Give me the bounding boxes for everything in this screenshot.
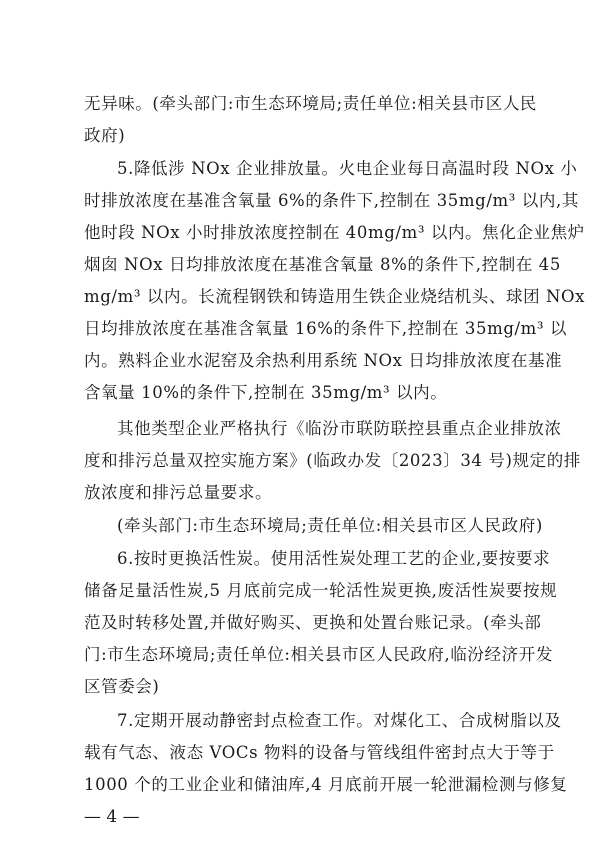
- text-line-4: 时排放浓度在基准含氧量 6%的条件下,控制在 35mg/m³ 以内,其: [84, 191, 579, 210]
- text-line-11: 其他类型企业严格执行《临汾市联防联控县重点企业排放浓: [117, 419, 562, 438]
- text-line-17: 范及时转移处置,并做好购买、更换和处置台账记录。(牵头部: [84, 613, 542, 632]
- text-line-6: 烟囱 NOx 日均排放浓度在基准含氧量 8%的条件下,控制在 45: [84, 255, 561, 274]
- text-line-8: 日均排放浓度在基准含氧量 16%的条件下,控制在 35mg/m³ 以: [84, 319, 568, 338]
- text-line-10: 含氧量 10%的条件下,控制在 35mg/m³ 以内。: [84, 383, 448, 402]
- text-line-12: 度和排污总量双控实施方案》(临政办发〔2023〕34 号)规定的排: [84, 451, 581, 470]
- text-line-21: 载有气态、液态 VOCs 物料的设备与管线组件密封点大于等于: [84, 743, 555, 762]
- text-line-15: 6.按时更换活性炭。使用活性炭处理工艺的企业,要按要求: [117, 549, 551, 568]
- page-number: — 4 —: [84, 807, 140, 827]
- text-line-2: 政府): [84, 126, 126, 145]
- text-line-9: 内。熟料企业水泥窑及余热利用系统 NOx 日均排放浓度在基准: [84, 351, 563, 370]
- text-line-14: (牵头部门:市生态环境局;责任单位:相关县市区人民政府): [117, 516, 543, 535]
- text-line-7: mg/m³ 以内。长流程钢铁和铸造用生铁企业烧结机头、球团 NOx: [84, 287, 586, 306]
- text-line-22: 1000 个的工业企业和储油库,4 月底前开展一轮泄漏检测与修复: [84, 775, 568, 794]
- text-line-18: 门:市生态环境局;责任单位:相关县市区人民政府,临汾经济开发: [84, 645, 553, 664]
- text-line-20: 7.定期开展动静密封点检查工作。对煤化工、合成树脂以及: [117, 711, 562, 730]
- text-line-16: 储备足量活性炭,5 月底前完成一轮活性炭更换,废活性炭要按规: [84, 581, 558, 600]
- text-line-5: 他时段 NOx 小时排放浓度控制在 40mg/m³ 以内。焦化企业焦炉: [84, 223, 585, 242]
- text-line-19: 区管委会): [84, 677, 160, 696]
- text-line-13: 放浓度和排污总量要求。: [84, 483, 273, 502]
- text-line-1: 无异味。(牵头部门:市生态环境局;责任单位:相关县市区人民: [84, 94, 538, 113]
- text-line-3: 5.降低涉 NOx 企业排放量。火电企业每日高温时段 NOx 小: [117, 159, 578, 178]
